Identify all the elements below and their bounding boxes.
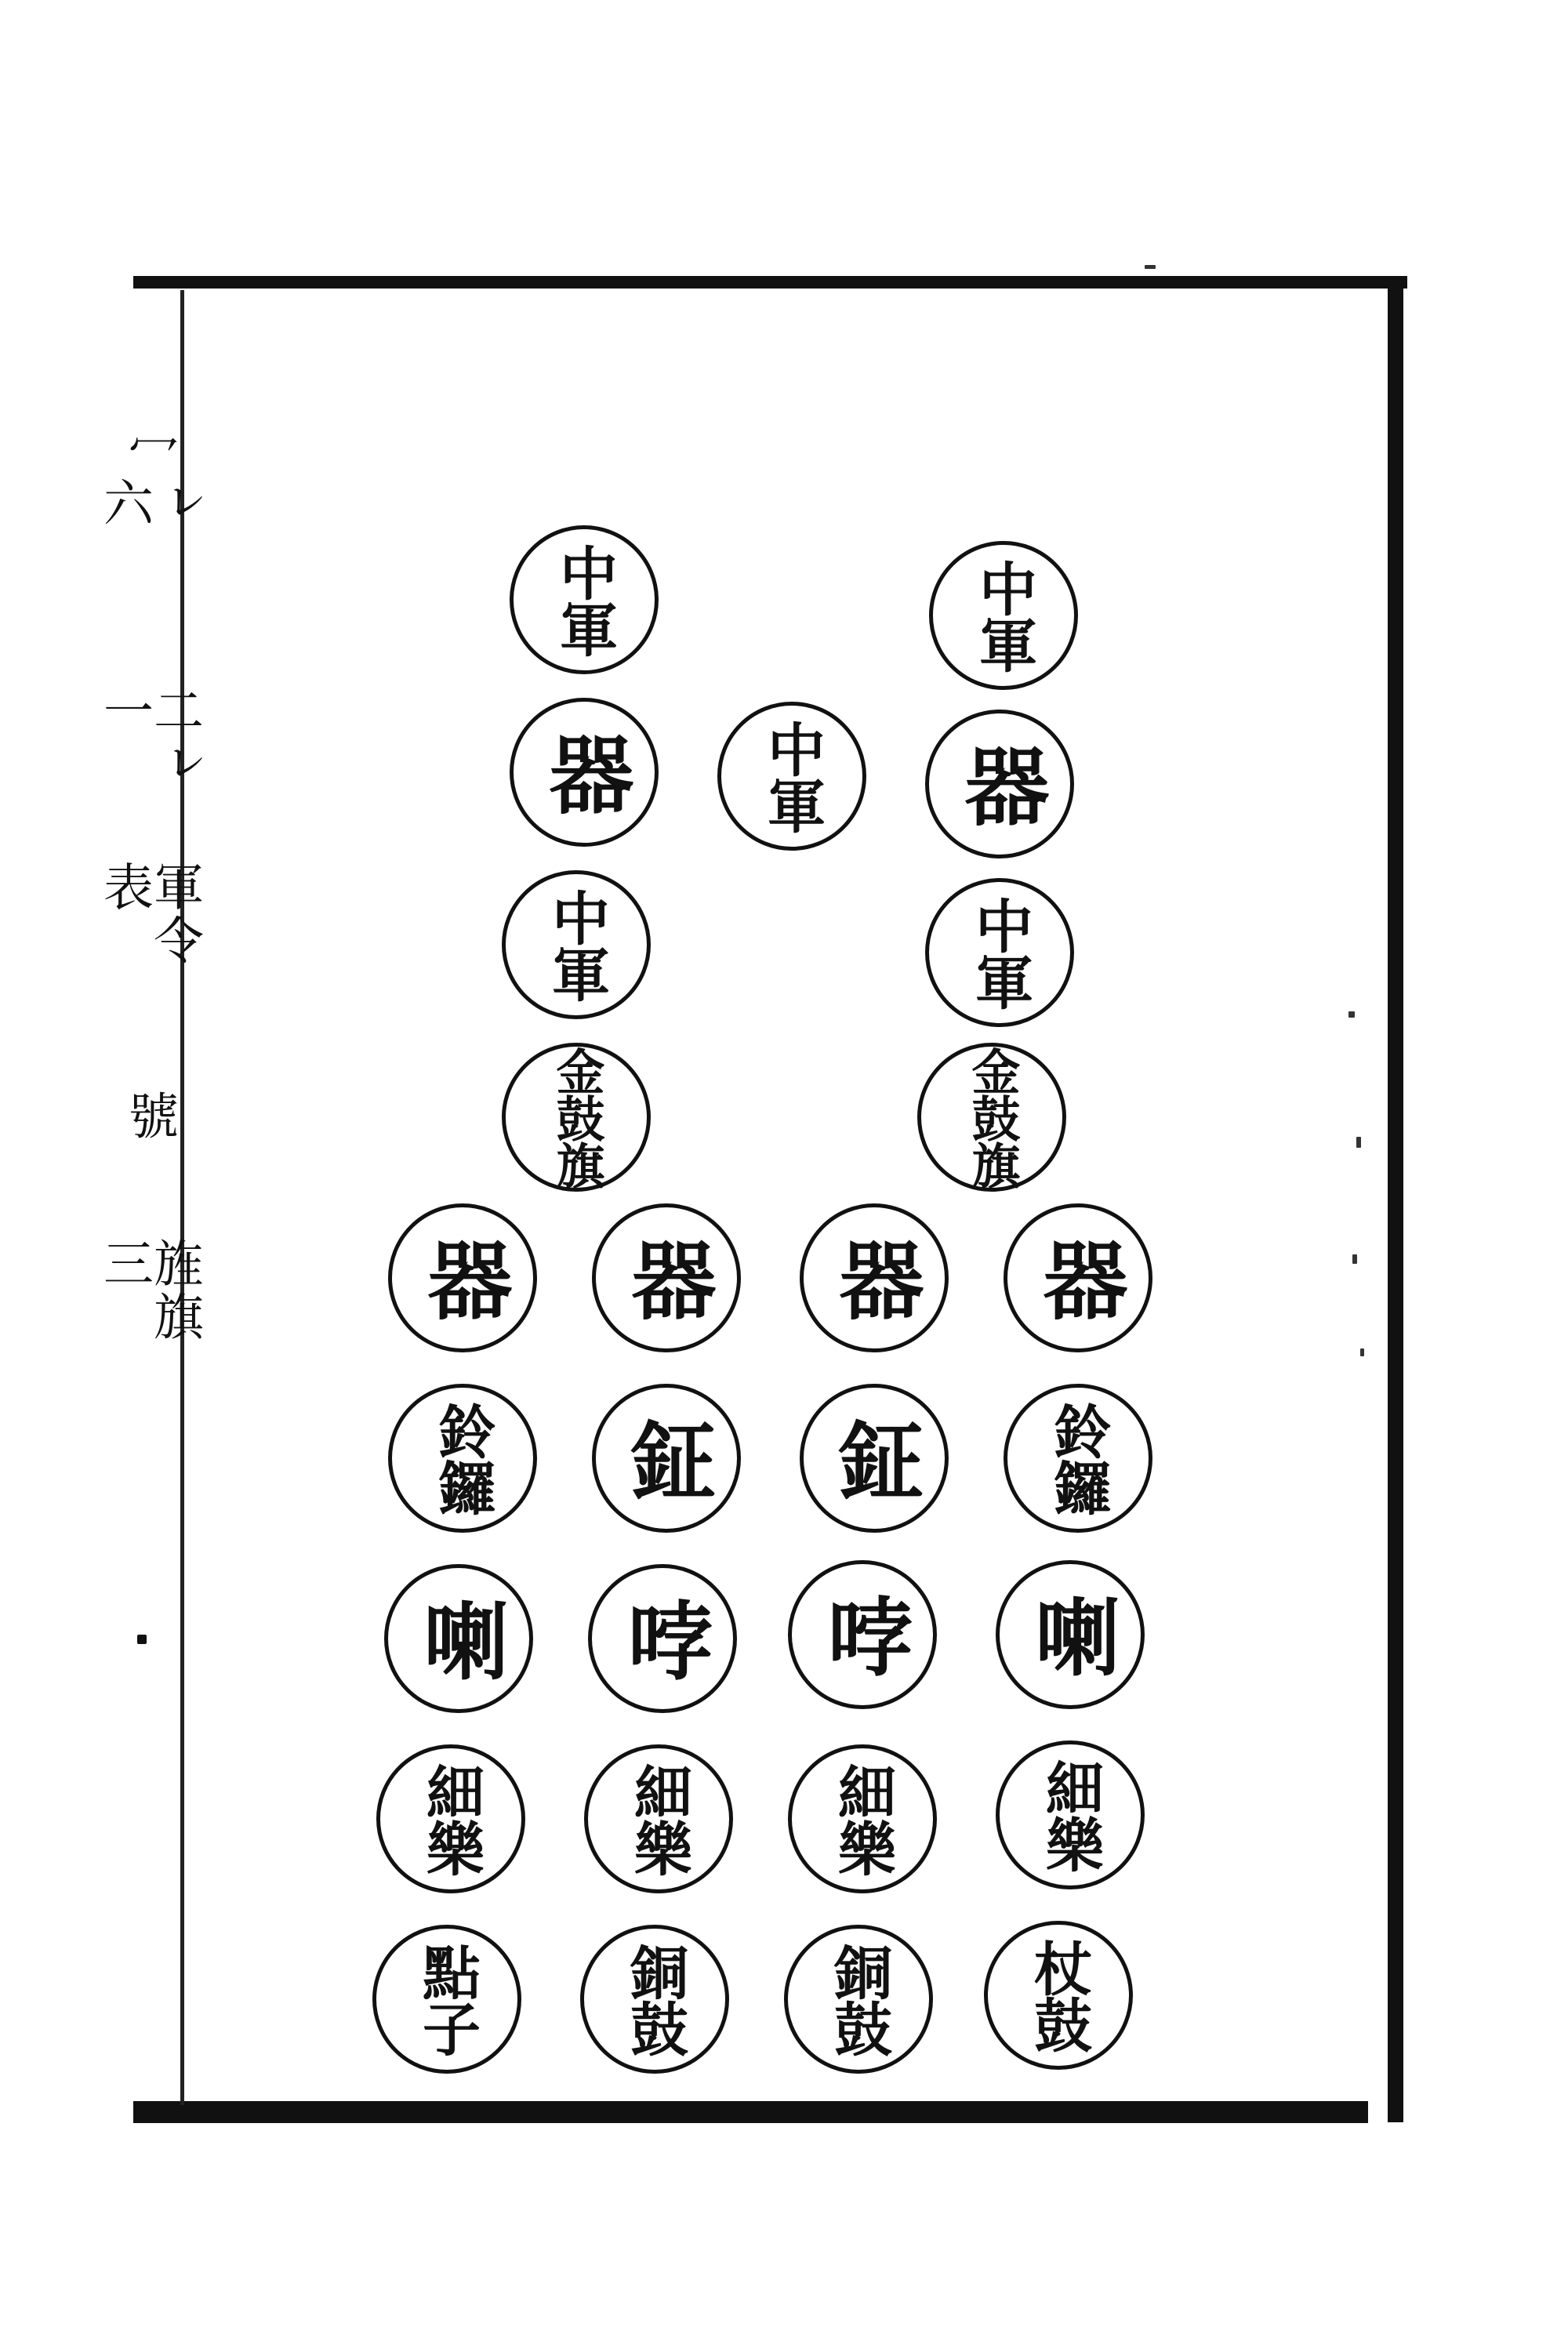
right-disc-4 — [917, 1043, 1066, 1192]
grid-disc-r3c3 — [788, 1560, 937, 1709]
speck — [1145, 265, 1156, 269]
speck — [1360, 1348, 1364, 1356]
disc-label: 銅鼓 — [825, 1943, 892, 2056]
margin-text-3: 二ㇾ 一 — [95, 684, 203, 791]
disc-label: 金鼓旗 — [964, 1047, 1021, 1188]
grid-disc-r4c4 — [996, 1740, 1145, 1889]
grid-disc-r5c4 — [984, 1921, 1133, 2070]
disc-label: 中軍 — [758, 720, 826, 833]
grid-disc-r3c2 — [588, 1564, 737, 1713]
disc-label: 哱 — [813, 1593, 912, 1676]
margin-text-6: 旌旗三 — [95, 1237, 203, 1345]
disc-label: 鈴鑼 — [1044, 1402, 1112, 1515]
grid-disc-r3c1 — [384, 1564, 533, 1713]
disc-label: 中軍 — [966, 896, 1033, 1009]
margin-text-5: 號 — [120, 1090, 178, 1144]
disc-label: 中軍 — [543, 888, 610, 1001]
frame-top-border — [133, 276, 1407, 289]
disc-label: 哱 — [613, 1597, 712, 1680]
frame-right-border — [1388, 276, 1403, 2122]
disc-label: 喇 — [409, 1597, 508, 1680]
disc-label: 細樂 — [1036, 1759, 1104, 1871]
margin-text-2: ㇾ六 — [95, 477, 203, 530]
speck — [1356, 1137, 1361, 1148]
disc-label: 杖鼓 — [1025, 1939, 1092, 2052]
left-disc-2 — [510, 698, 659, 847]
right-disc-2 — [925, 710, 1074, 858]
disc-label: 中軍 — [550, 543, 618, 656]
disc-label: 鉦 — [825, 1417, 924, 1500]
margin-column — [95, 329, 203, 1396]
grid-disc-r1c4 — [1004, 1203, 1152, 1352]
grid-disc-r2c4 — [1004, 1384, 1152, 1533]
disc-label: 喇 — [1021, 1593, 1120, 1676]
grid-disc-r3c4 — [996, 1560, 1145, 1709]
disc-label: 器 — [825, 1236, 924, 1319]
grid-disc-r1c3 — [800, 1203, 949, 1352]
grid-disc-r4c2 — [584, 1744, 733, 1893]
grid-disc-r5c2 — [580, 1925, 729, 2074]
disc-label: 細樂 — [829, 1762, 896, 1875]
disc-label: 銅鼓 — [621, 1943, 688, 2056]
frame-bottom-border — [133, 2101, 1368, 2123]
disc-label: 器 — [413, 1236, 512, 1319]
grid-disc-r2c2 — [592, 1384, 741, 1533]
grid-disc-r1c2 — [592, 1203, 741, 1352]
disc-label: 中軍 — [970, 559, 1037, 672]
disc-label: 器 — [950, 742, 1049, 826]
speck — [1352, 1254, 1357, 1264]
left-disc-1 — [510, 525, 659, 674]
disc-label: 器 — [535, 731, 633, 814]
grid-disc-r5c1 — [372, 1925, 521, 2074]
disc-label: 細樂 — [417, 1762, 485, 1875]
disc-label: 金鼓旗 — [548, 1047, 605, 1188]
disc-label: 器 — [617, 1236, 716, 1319]
disc-label: 細樂 — [625, 1762, 692, 1875]
grid-disc-r2c1 — [388, 1384, 537, 1533]
left-disc-4 — [502, 1043, 651, 1192]
grid-disc-r1c1 — [388, 1203, 537, 1352]
disc-label: 器 — [1029, 1236, 1127, 1319]
right-disc-3 — [925, 878, 1074, 1027]
disc-label: 鉦 — [617, 1417, 716, 1500]
margin-text-1: 冖 — [120, 423, 178, 477]
disc-label: 點子 — [413, 1943, 481, 2056]
grid-disc-r5c3 — [784, 1925, 933, 2074]
right-disc-1 — [929, 541, 1078, 690]
margin-dot — [137, 1635, 147, 1644]
grid-disc-r4c1 — [376, 1744, 525, 1893]
speck — [1348, 1011, 1355, 1018]
center-disc — [717, 702, 866, 851]
grid-disc-r2c3 — [800, 1384, 949, 1533]
left-disc-3 — [502, 870, 651, 1019]
margin-text-4: 軍令表 — [95, 861, 203, 968]
disc-label: 鈴鑼 — [429, 1402, 496, 1515]
grid-disc-r4c3 — [788, 1744, 937, 1893]
